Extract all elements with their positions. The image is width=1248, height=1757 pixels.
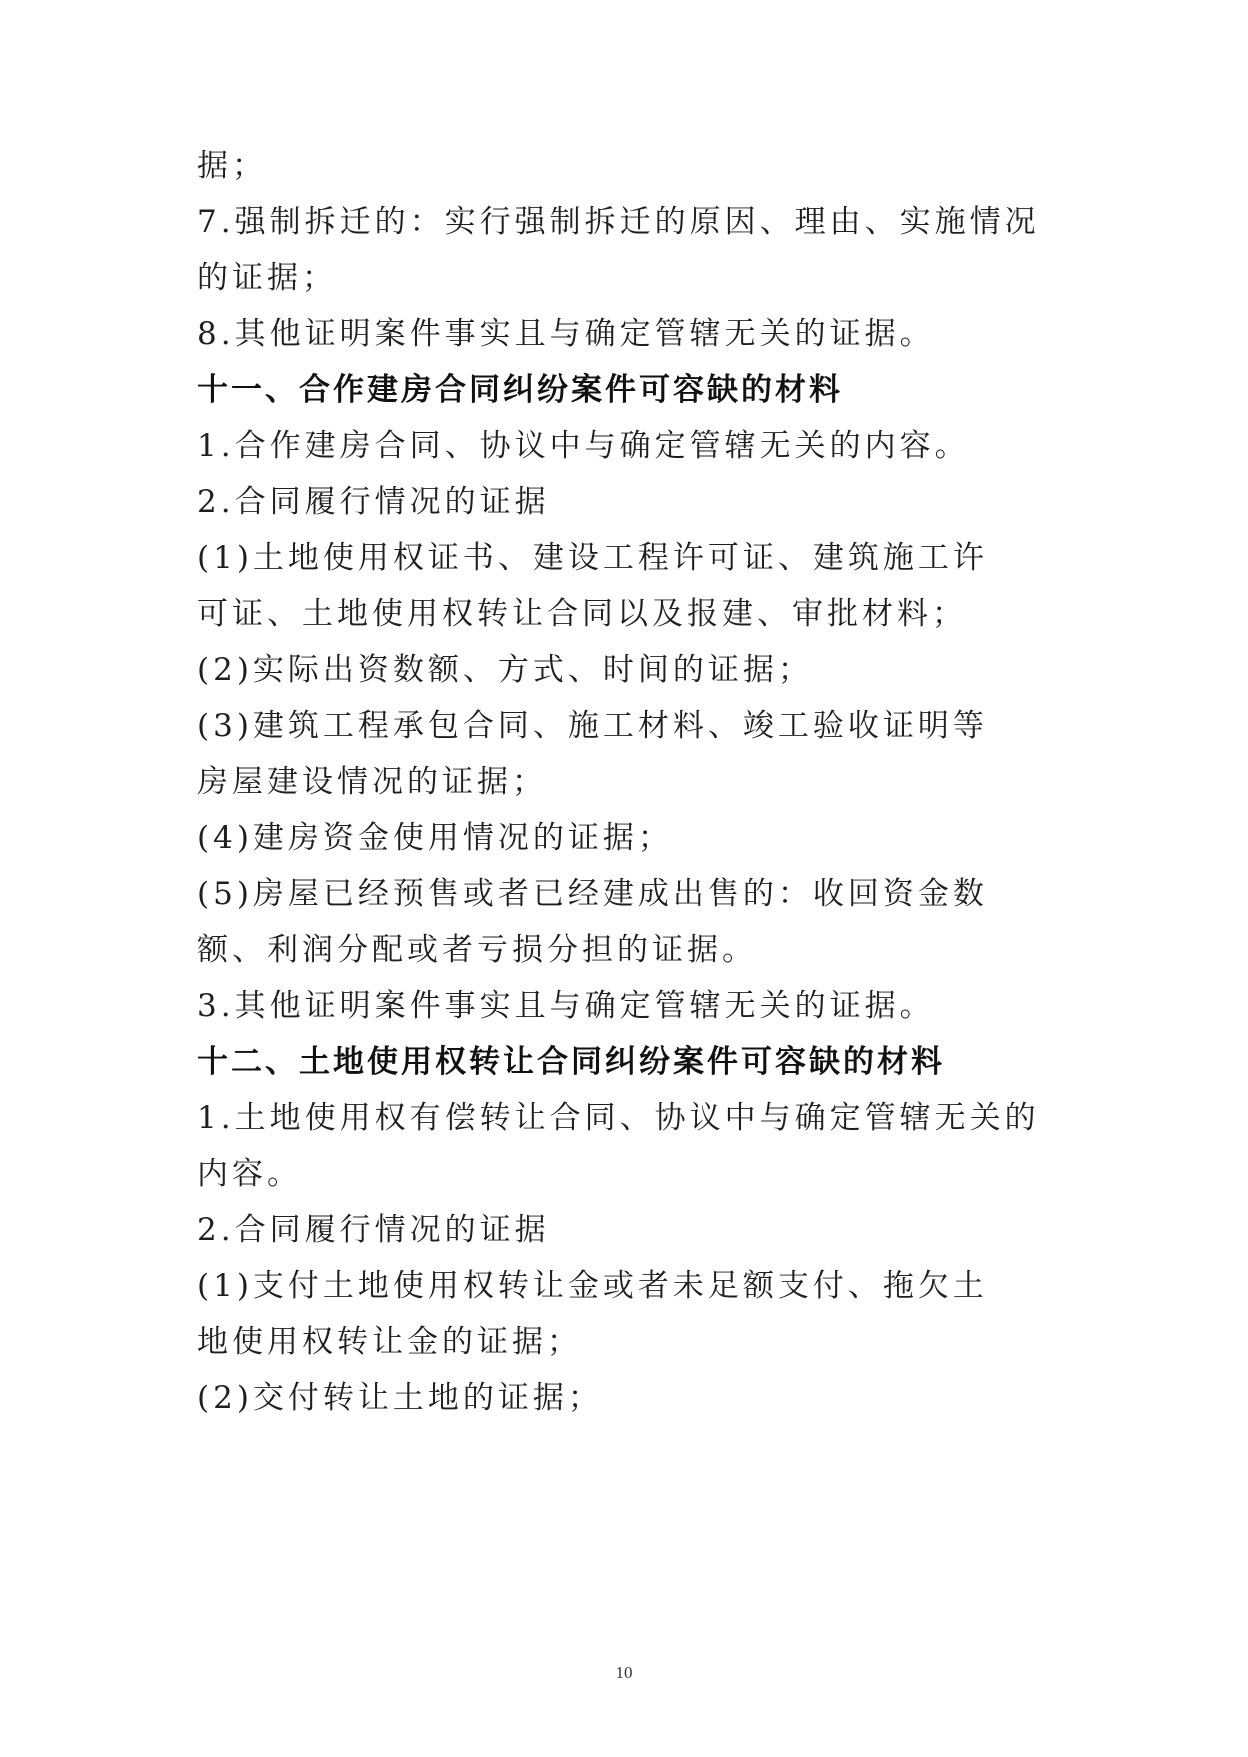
text-line: (3)建筑工程承包合同、施工材料、竣工验收证明等 xyxy=(197,708,988,744)
text-line: 房屋建设情况的证据； xyxy=(197,764,547,800)
text-line: 1.合作建房合同、协议中与确定管辖无关的内容。 xyxy=(197,428,970,464)
text-line: 的证据； xyxy=(197,260,337,296)
text-line: 额、利润分配或者亏损分担的证据。 xyxy=(197,932,757,968)
section-heading: 十二、土地使用权转让合同纠纷案件可容缺的材料 xyxy=(197,1044,945,1080)
text-line: 1.土地使用权有偿转让合同、协议中与确定管辖无关的 xyxy=(197,1100,1040,1136)
text-line: (4)建房资金使用情况的证据； xyxy=(197,820,673,856)
text-line: 内容。 xyxy=(197,1156,302,1192)
text-line: (1)土地使用权证书、建设工程许可证、建筑施工许 xyxy=(197,540,988,576)
text-line: 7.强制拆迁的：实行强制拆迁的原因、理由、实施情况 xyxy=(197,204,1040,240)
page-number: 10 xyxy=(615,1663,633,1682)
text-line: 据； xyxy=(197,148,267,184)
text-line: 2.合同履行情况的证据 xyxy=(197,1212,550,1248)
text-line: (2)交付转让土地的证据； xyxy=(197,1380,603,1416)
text-line: 3.其他证明案件事实且与确定管辖无关的证据。 xyxy=(197,988,935,1024)
text-line: 8.其他证明案件事实且与确定管辖无关的证据。 xyxy=(197,316,935,352)
text-line: (2)实际出资数额、方式、时间的证据； xyxy=(197,652,813,688)
section-heading: 十一、合作建房合同纠纷案件可容缺的材料 xyxy=(197,372,843,408)
text-line: 2.合同履行情况的证据 xyxy=(197,484,550,520)
text-line: (1)支付土地使用权转让金或者未足额支付、拖欠土 xyxy=(197,1268,988,1304)
text-line: 可证、土地使用权转让合同以及报建、审批材料； xyxy=(197,596,967,632)
text-line: 地使用权转让金的证据； xyxy=(197,1324,582,1360)
text-line: (5)房屋已经预售或者已经建成出售的：收回资金数 xyxy=(197,876,988,912)
